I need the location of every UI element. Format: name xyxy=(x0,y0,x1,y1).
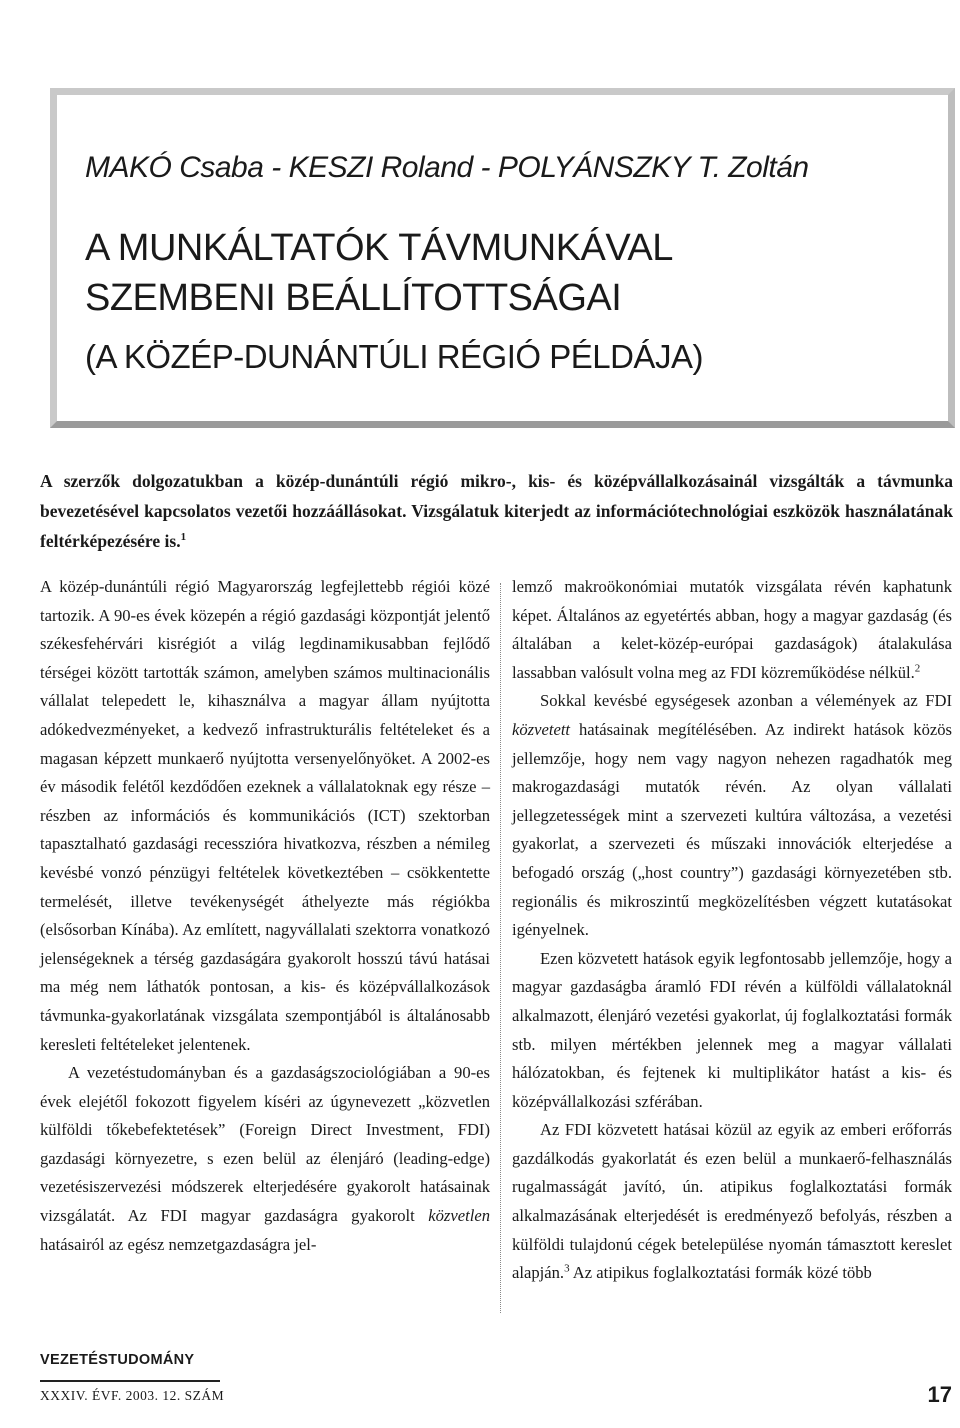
paragraph xyxy=(512,1116,952,1288)
abstract-text: A szerzők dolgozatukban a közép-dunántúli régió mikro-, kis- és középvállalkozásainál vizsgálták a távmunka bevezetésével kapcsolatos vezetői hozzáállásokat. Vizsgálatuk kiterjedt az információtechnológiai eszközök használatának feltérképezésére is. xyxy=(40,471,953,551)
paragraph-text: A vezetéstudományban és a gazdaságszociológiában a 90-es évek elejétől fokozott figyelem kíséri az úgynevezett „közvetlen külföldi tőkebefektetések” (Foreign Direct Investment, FDI) gazdasági környezetre, s ezen belül az élenjáró (leading-edge) vezetésiszervezési módszerek elterjedésére gyakorolt hatásainak vizsgálatát. Az FDI magyar gazdaságra gyakorolt xyxy=(40,1063,490,1226)
paragraph-text: hatásainak megítélésében. Az indirekt hatások közös jellemzője, hogy nem vagy nagyon nehezen ragadhatók meg makrogazdasági mutatók révén. Az olyan vállalati jellegzetességek mint a szervezeti kultúra változása, a vezetési gyakorlat, a szervezeti és műszaki innovációk elterjedése a befogadó ország („host country”) gazdasági környezetében stb. regionális és mikroszintű megközelítésben végzett kutatásokat igényelnek. xyxy=(512,719,952,940)
abstract xyxy=(40,466,953,556)
author-1-family: MAKÓ xyxy=(85,151,172,184)
footer-rule xyxy=(40,1380,220,1382)
article-subtitle: (A KÖZÉP-DUNÁNTÚLI RÉGIÓ PÉLDÁJA) xyxy=(85,338,703,375)
column-divider xyxy=(500,583,501,1313)
issue-info: XXXIV. ÉVF. 2003. 12. SZÁM xyxy=(40,1388,225,1403)
body-columns xyxy=(40,573,953,1318)
page-number: 17 xyxy=(927,1382,952,1407)
paragraph: Ezen közvetett hatások egyik legfontosabb jellemzője, hogy a magyar gazdaságba áramló FDI révén a külföldi vállalatoknál alkalmazott, élenjáró vezetési gyakorlat, új foglalkoztatási formák stb. milyen mértékben jelennek meg a magyar vállalati hálózatokban, és fejtenek ki multiplikátor hatást a kis- és középvállalkozási szférában. xyxy=(512,948,952,1111)
paragraph-text: lemző makroökonómiai mutatók vizsgálata révén kaphatunk képet. Általános az egyetértés abban, hogy a magyar gazdaság (és általában a kelet-közép-európai gazdaságok) átalakulása lassabban valósult volna meg az FDI közreműködése nélkül. xyxy=(512,577,952,682)
paragraph-text: Sokkal kevésbé egységesek azonban a vélemények az FDI xyxy=(540,691,952,711)
footnote-ref[interactable]: 2 xyxy=(914,662,921,675)
footnote-ref[interactable]: 3 xyxy=(564,1262,570,1275)
paragraph xyxy=(512,687,952,944)
paragraph-text: Az FDI közvetett hatásai közül az egyik az emberi erőforrás gazdálkodás gyakorlatát és ezen belül a munkaerő-felhasználás rugalmasságát javító, ún. atipikus foglalkoztatási formák alkalmazásának elterjedését is eredményező befolyás, részben a külföldi tulajdonú cégek betelepülése nyomán támasztott kereslet alapján. xyxy=(512,1120,952,1283)
article-title xyxy=(85,223,673,323)
right-column xyxy=(512,573,952,1288)
footnote-ref[interactable]: 1 xyxy=(180,531,187,544)
paragraph xyxy=(40,1059,490,1259)
author-separator: - xyxy=(472,151,498,184)
author-separator: - xyxy=(263,151,289,184)
title-line-2: SZEMBENI BEÁLLÍTOTTSÁGAI xyxy=(85,277,622,319)
title-line-1: A MUNKÁLTATÓK TÁVMUNKÁVAL xyxy=(85,227,673,269)
title-box xyxy=(50,88,955,428)
left-column xyxy=(40,573,490,1259)
journal-name: VEZETÉSTUDOMÁNY xyxy=(40,1352,195,1368)
paragraph: A közép-dunántúli régió Magyarország legfejlettebb régiói közé tartozik. A 90-es évek közepén a régió gazdasági központját jelentő székesfehérvári kisrégiót a világ legdinamikusabban fejlődő térségei között tartották számon, amelyben számos multinacionális vállalat telepedett le, kihasználva a magyar állam nyújtotta adókedvezményeket, a kedvező infrastrukturális feltételeket és a magasan képzett munkaerő nyújtotta versenyelőnyöket. A 2002-es év második felétől kezdődően ezeknek a vállalatoknak egy része – részben az információs és kommunikációs (ICT) szektorban tapasztalható gazdasági recesszióra hivatkozva, részben a némileg kevésbé vonzó pénzügyi feltételek következtében – csökkentette termelését, illetve tevékenységét áthelyezte más régiókba (elsősorban Kínába). Az említett, nagyvállalati szektorra vonatkozó jelenségeknek a térség gazdaságára gyakorolt hosszú távú hatásai ma még nem láthatók pontosan, a kis- és középvállalkozások távmunka-gyakorlatának vizsgálata szempontjából is általánosabb keresleti feltételeket jelentenek. xyxy=(40,577,490,1054)
paragraph xyxy=(512,573,952,687)
paragraph-text: hatásairól az egész nemzetgazdaságra jel- xyxy=(40,1234,317,1254)
author-2-given: Roland xyxy=(372,151,473,184)
emphasis-text: közvetlen xyxy=(428,1206,490,1226)
author-3-family: POLYÁNSZKY xyxy=(497,151,690,184)
author-1-given: Csaba xyxy=(171,151,264,184)
paragraph-text: Az atipikus foglalkoztatási formák közé több xyxy=(569,1263,872,1283)
author-line xyxy=(85,151,809,185)
emphasis-text: közvetett xyxy=(512,719,571,739)
author-2-family: KESZI xyxy=(288,151,373,184)
author-3-given: T. Zoltán xyxy=(689,151,809,184)
